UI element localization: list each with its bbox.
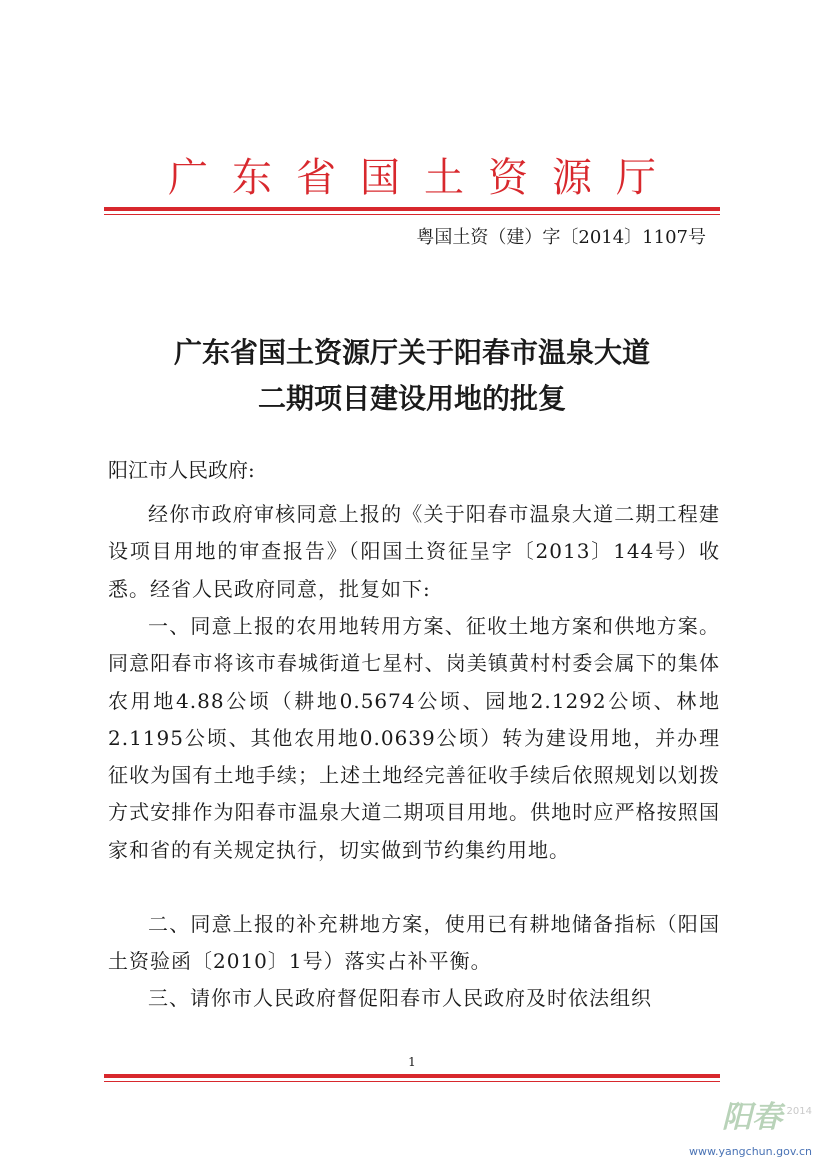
footer-red-rule-thick <box>104 1074 720 1078</box>
page-number: 1 <box>408 1055 416 1069</box>
document-title-line-1: 广东省国土资源厅关于阳春市温泉大道 <box>173 336 650 369</box>
site-watermark <box>662 1088 812 1158</box>
paragraph-item-2: 二、同意上报的补充耕地方案，使用已有耕地储备指标（阳国土资验函〔2010〕1号）落实占补平衡。 <box>108 912 720 974</box>
organization-header: 广东省国土资源厅 <box>168 155 680 201</box>
watermark-logo: 阳春 <box>722 1100 782 1135</box>
paragraph-item-1: 一、同意上报的农用地转用方案、征收土地方案和供地方案。同意阳春市将该市春城街道七星村、岗美镇黄村村委会属下的集体农用地4.88公顷（耕地0.5674公顷、园地2.1292公顷、林地2.1195公顷、其他农用地0.0639公顷）转为建设用地，并办理征收为国有土地手续；上述土地经完善征收手续后依照规划以划拨方式安排作为阳春市温泉大道二期项目用地。供地时应严格按照国家和省的有关规定执行，切实做到节约集约用地。 <box>108 614 720 862</box>
document-title-line-2: 二期项目建设用地的批复 <box>257 382 566 415</box>
document-number: 粤国土资（建）字〔2014〕1107号 <box>416 227 706 248</box>
watermark-url: www.yangchun.gov.cn <box>688 1145 812 1158</box>
header-red-rule-thin <box>104 214 720 215</box>
header-red-rule-thick <box>104 207 720 211</box>
addressee: 阳江市人民政府: <box>108 458 255 482</box>
footer-red-rule-thin <box>104 1081 720 1082</box>
paragraph-item-3: 三、请你市人民政府督促阳春市人民政府及时依法组织 <box>148 986 652 1010</box>
watermark-year: 2014 <box>786 1106 812 1117</box>
paragraph-intro: 经你市政府审核同意上报的《关于阳春市温泉大道二期工程建设项目用地的审查报告》（阳国土资征呈字〔2013〕144号）收悉。经省人民政府同意，批复如下: <box>108 502 720 601</box>
